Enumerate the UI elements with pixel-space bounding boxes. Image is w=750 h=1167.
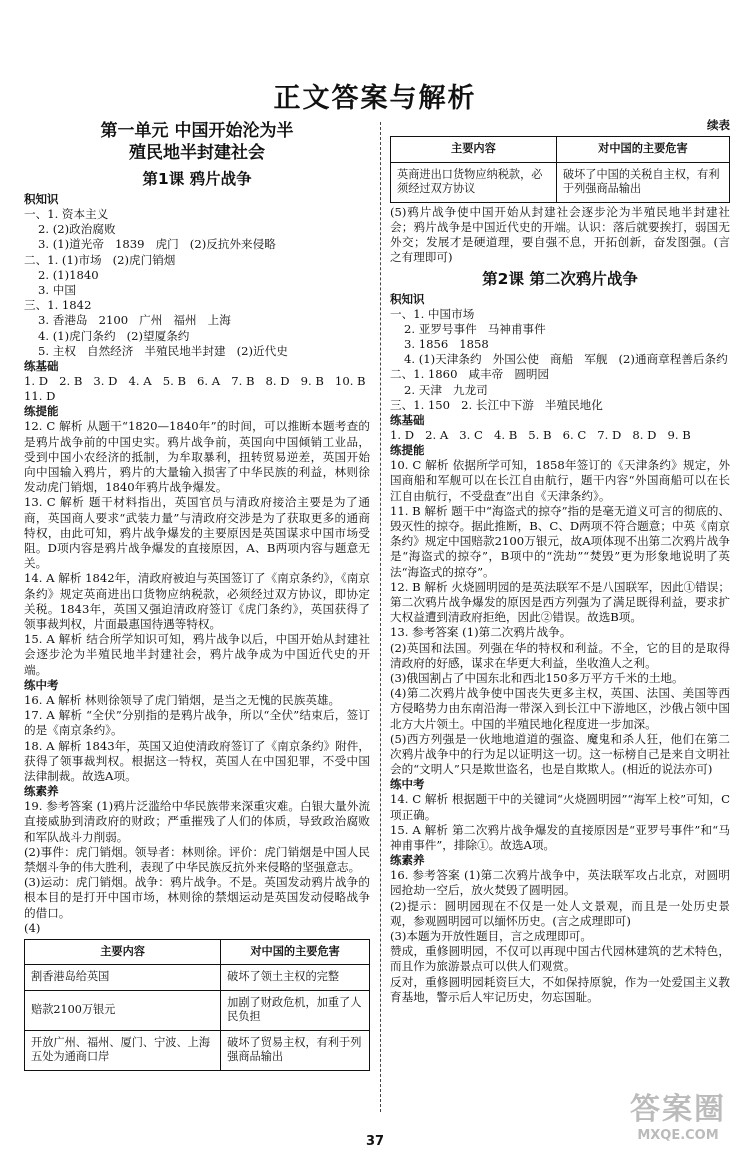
list-item: 4. (1)天津条约 外国公使 商船 军舰 (2)通商章程善后条约 (404, 352, 728, 367)
list-item: 二、1. 1860 咸丰帝 圆明园 (390, 367, 550, 382)
list-item: 5. 主权 自然经济 半殖民地半封建 (2)近代史 (38, 343, 288, 358)
table-header: 主要内容 (391, 137, 557, 163)
section-liansuyang: 练素养 (390, 853, 425, 868)
table-row (25, 990, 370, 1030)
section-liantineng: 练提能 (390, 443, 425, 458)
list-item: 3. 中国 (38, 283, 76, 298)
answer-item: (5)西方列强是一伙地地道道的强盗、魔鬼和杀人狂，他们在第二次鸦片战争中的行为足以证明这一切。这一标榜自己是来自文明社会的“文明人”只是欺世盗名，也是自欺欺人。(相近的说法亦可) (390, 731, 730, 777)
answer-item: 13. C 解析 题干材料指出，英国官员与清政府接洽主要是为了通商，英国商人要求“武装力量”与清政府交涉是为了获取更多的通商特权，由此可知，鸦片战争爆发的主要原因是英国谋求中国市场受阻。D项内容是鸦片战争爆发的直接原因，A、B两项内容与题意无关。 (24, 495, 370, 571)
list-item: 2. 天津 九龙司 (404, 382, 488, 397)
answer-item: 12. B 解析 火烧圆明园的是英法联军不是八国联军，因此①错误；第二次鸦片战争爆发的原因是西方列强为了满足既得利益，要求扩大权益遭到清政府拒绝，因此②错误。故选B项。 (390, 579, 730, 625)
table-cell: 割香港岛给英国 (25, 965, 221, 991)
table-cell: 破坏了贸易主权，有利于列强商品输出 (221, 1030, 370, 1070)
column-divider (380, 122, 381, 1112)
answer-item: 16. 参考答案 (1)第二次鸦片战争中，英法联军攻占北京，对圆明园抢劫一空后，放火焚毁了圆明园。 (390, 868, 730, 898)
list-item: 3. (1)道光帝 1839 虎门 (2)反抗外来侵略 (38, 237, 276, 252)
answer-item: (3)本题为开放性题目，言之成理即可。 (390, 929, 592, 944)
answer-item: 17. A 解析 “全伏”分别指的是鸦片战争，所以“全伏”结束后，签订的是《南京条约》。 (24, 708, 370, 738)
table-cell: 破坏了中国的关税自主权，有利于列强商品输出 (556, 162, 729, 202)
answer-item: 13. 参考答案 (1)第二次鸦片战争。 (390, 625, 572, 640)
list-item: 三、1. 1842 (24, 298, 92, 313)
basic-answers: 1. D 2. B 3. D 4. A 5. B 6. A 7. B 8. D 9. B 10. B 11. D (24, 374, 377, 404)
table-header-row (25, 939, 370, 965)
watermark-url: MXQE.COM (637, 1128, 719, 1143)
table-row (25, 965, 370, 991)
list-item: 三、1. 150 2. 长江中下游 半殖民地化 (390, 397, 603, 412)
table-header: 对中国的主要危害 (556, 137, 729, 163)
table-cell: 加剧了财政危机，加重了人民负担 (221, 990, 370, 1030)
table-row (25, 1030, 370, 1070)
page-title: 正文答案与解析 (273, 83, 477, 114)
list-item: 一、1. 中国市场 (390, 306, 475, 321)
answer-item: 10. C 解析 依据所学可知，1858年签订的《天津条约》规定，外国商船和军舰可以在长江自由航行，题干内容“外国商船可以在长江自由航行，不受盘查”出自《天津条约》。 (390, 458, 730, 503)
section-jizhishi: 积知识 (24, 192, 59, 206)
answer-item: 反对，重修圆明园耗资巨大，不如保持原貌，作为一处爱国主义教育基地，警示后人牢记历史，勿忘国耻。 (390, 974, 730, 1004)
list-item: 3. 1856 1858 (404, 336, 489, 351)
answer-item: 11. B 解析 题干中“海盗式的掠夺”指的是毫无道义可言的彻底的、毁灭性的掠夺。据此推断，B、C、D两项不符合题意；中英《南京条约》规定中国赔款2100万银元，故A项体现不出第二次鸦片战争是“海盗式的掠夺”，B项中的“洗劫”“焚毁”更为形象地说明了英法“海盗式的掠夺”。 (390, 503, 730, 579)
list-item: 一、1. 资本主义 (24, 207, 109, 221)
answer-item: 14. C 解析 根据题干中的关键词“火烧圆明园”“海军上校”可知，C项正确。 (390, 792, 730, 822)
answer-item: (4) (24, 920, 41, 935)
unit-title (24, 120, 370, 164)
right-column (390, 118, 730, 1005)
answer-table (24, 939, 370, 1071)
left-column (24, 118, 377, 1073)
unit-title-line2: 殖民地半封建社会 (129, 143, 265, 163)
list-item: 2. (1)1840 (38, 267, 99, 282)
answer-item: (5)鸦片战争使中国开始从封建社会逐步沦为半殖民地半封建社会；鸦片战争是中国近代史的开端。认识：落后就要挨打，弱国无外交；发展才是硬道理，要自强不息，开拓创新，奋发图强。(言之有理即可) (390, 204, 730, 265)
answer-item: 15. A 解析 结合所学知识可知，鸦片战争以后，中国开始从封建社会逐步沦为半殖民地半封建社会，鸦片战争成为中国近代史的开端。 (24, 632, 370, 677)
answer-item: (4)第二次鸦片战争使中国丧失更多主权，英国、法国、美国等西方侵略势力由东南沿海一带深入到长江中下游地区，沙俄占领中国北方大片领土。中国的半殖民地化程度进一步加深。 (390, 686, 730, 731)
answer-item: 19. 参考答案 (1)鸦片泛滥给中华民族带来深重灾难。白银大量外流直接威胁到清政府的财政；严重摧残了人们的体质，导致政治腐败和军队战斗力削弱。 (24, 799, 370, 844)
watermark-logo (618, 1093, 738, 1153)
table-row (391, 162, 730, 202)
section-liantineng: 练提能 (24, 404, 59, 419)
answer-item: (3)俄国割占了中国东北和西北150多万平方千米的土地。 (390, 670, 684, 685)
table-header: 对中国的主要危害 (221, 939, 370, 965)
table-header-row (391, 137, 730, 163)
answer-item: 15. A 解析 第二次鸦片战争爆发的直接原因是“亚罗号事件”和“马神甫事件”，排除①。故选A项。 (390, 822, 730, 853)
section-jizhishi: 积知识 (390, 291, 425, 306)
basic-answers: 1. D 2. A 3. C 4. B 5. B 6. C 7. D 8. D 9. B (390, 427, 691, 442)
answer-item: 14. A 解析 1842年，清政府被迫与英国签订了《南京条约》，《南京条约》规定英商进出口货物应纳税款，必须经过双方协议，即协定关税。1843年，英国又强迫清政府签订《虎门条约》，英国获得了领事裁判权，片面最惠国待遇等特权。 (24, 571, 370, 632)
table-cell: 英商进出口货物应纳税款，必须经过双方协议 (391, 162, 557, 202)
list-item: 2. (2)政治腐败 (38, 222, 116, 237)
answer-item: (2)提示：圆明园现在不仅是一处人文景观，而且是一处历史景观，参观圆明园可以缅怀历史。(言之成理即可) (390, 898, 730, 928)
answer-item: (2)事件：虎门销烟。领导者：林则徐。评价：虎门销烟是中国人民禁烟斗争的伟大胜利，表现了中华民族反抗外来侵略的坚强意志。 (24, 844, 370, 874)
table-cell: 赔款2100万银元 (25, 990, 221, 1030)
unit-title-line1: 第一单元 中国开始沦为半 (100, 121, 294, 141)
section-liansuyang: 练素养 (24, 784, 59, 799)
answer-item: (2)英国和法国。列强在华的特权和利益。不全，它的目的是取得清政府的好感，谋求在华更大利益，坐收渔人之利。 (390, 640, 730, 670)
answer-item: 16. A 解析 林则徐领导了虎门销烟，是当之无愧的民族英雄。 (24, 692, 341, 707)
continued-label: 续表 (707, 118, 730, 132)
list-item: 二、1. (1)市场 (2)虎门销烟 (24, 252, 176, 267)
table-cell: 开放广州、福州、厦门、宁波、上海五处为通商口岸 (25, 1030, 221, 1070)
answer-item: (3)运动：虎门销烟。战争：鸦片战争。不是。英国发动鸦片战争的根本目的是打开中国市场，林则徐的禁烟运动是英国发动侵略战争的借口。 (24, 875, 370, 920)
answer-item: 18. A 解析 1843年，英国又迫使清政府签订了《南京条约》附件，获得了领事裁判权。根据这一特权，英国人在中国犯罪，不受中国法律制裁。故选A项。 (24, 738, 370, 783)
page-number: 37 (365, 1134, 385, 1149)
watermark-text: 答案圈 (630, 1092, 726, 1127)
answer-item: 赞成，重修圆明园，不仅可以再现中国古代园林建筑的艺术特色，而且作为旅游景点可以供人们观赏。 (390, 944, 730, 974)
list-item: 4. (1)虎门条约 (2)望厦条约 (38, 328, 190, 343)
section-lianzhongkao: 练中考 (390, 777, 425, 792)
section-lianjichu: 练基础 (24, 359, 59, 374)
answer-item: 12. C 解析 从题干“1820—1840年”的时间，可以推断本题考查的是鸦片战争前的中国史实。鸦片战争前，英国向中国倾销工业品，受到中国小农经济的抵制，为牟取暴利，扭转贸易逆差，英国开始向中国输入鸦片，鸦片的大量输入损害了中华民族的利益，林则徐发动虎门销烟，1840年鸦片战争爆发。 (24, 419, 370, 495)
table-header: 主要内容 (25, 939, 221, 965)
list-item: 3. 香港岛 2100 广州 福州 上海 (38, 313, 231, 328)
answer-table-continued (390, 136, 730, 203)
section-lianjichu: 练基础 (390, 412, 425, 427)
table-cell: 破坏了领土主权的完整 (221, 965, 370, 991)
lesson1-title: 第1课 鸦片战争 (142, 170, 252, 188)
section-lianzhongkao: 练中考 (24, 677, 59, 692)
lesson2-title: 第2课 第二次鸦片战争 (482, 269, 638, 288)
list-item: 2. 亚罗号事件 马神甫事件 (404, 321, 546, 336)
